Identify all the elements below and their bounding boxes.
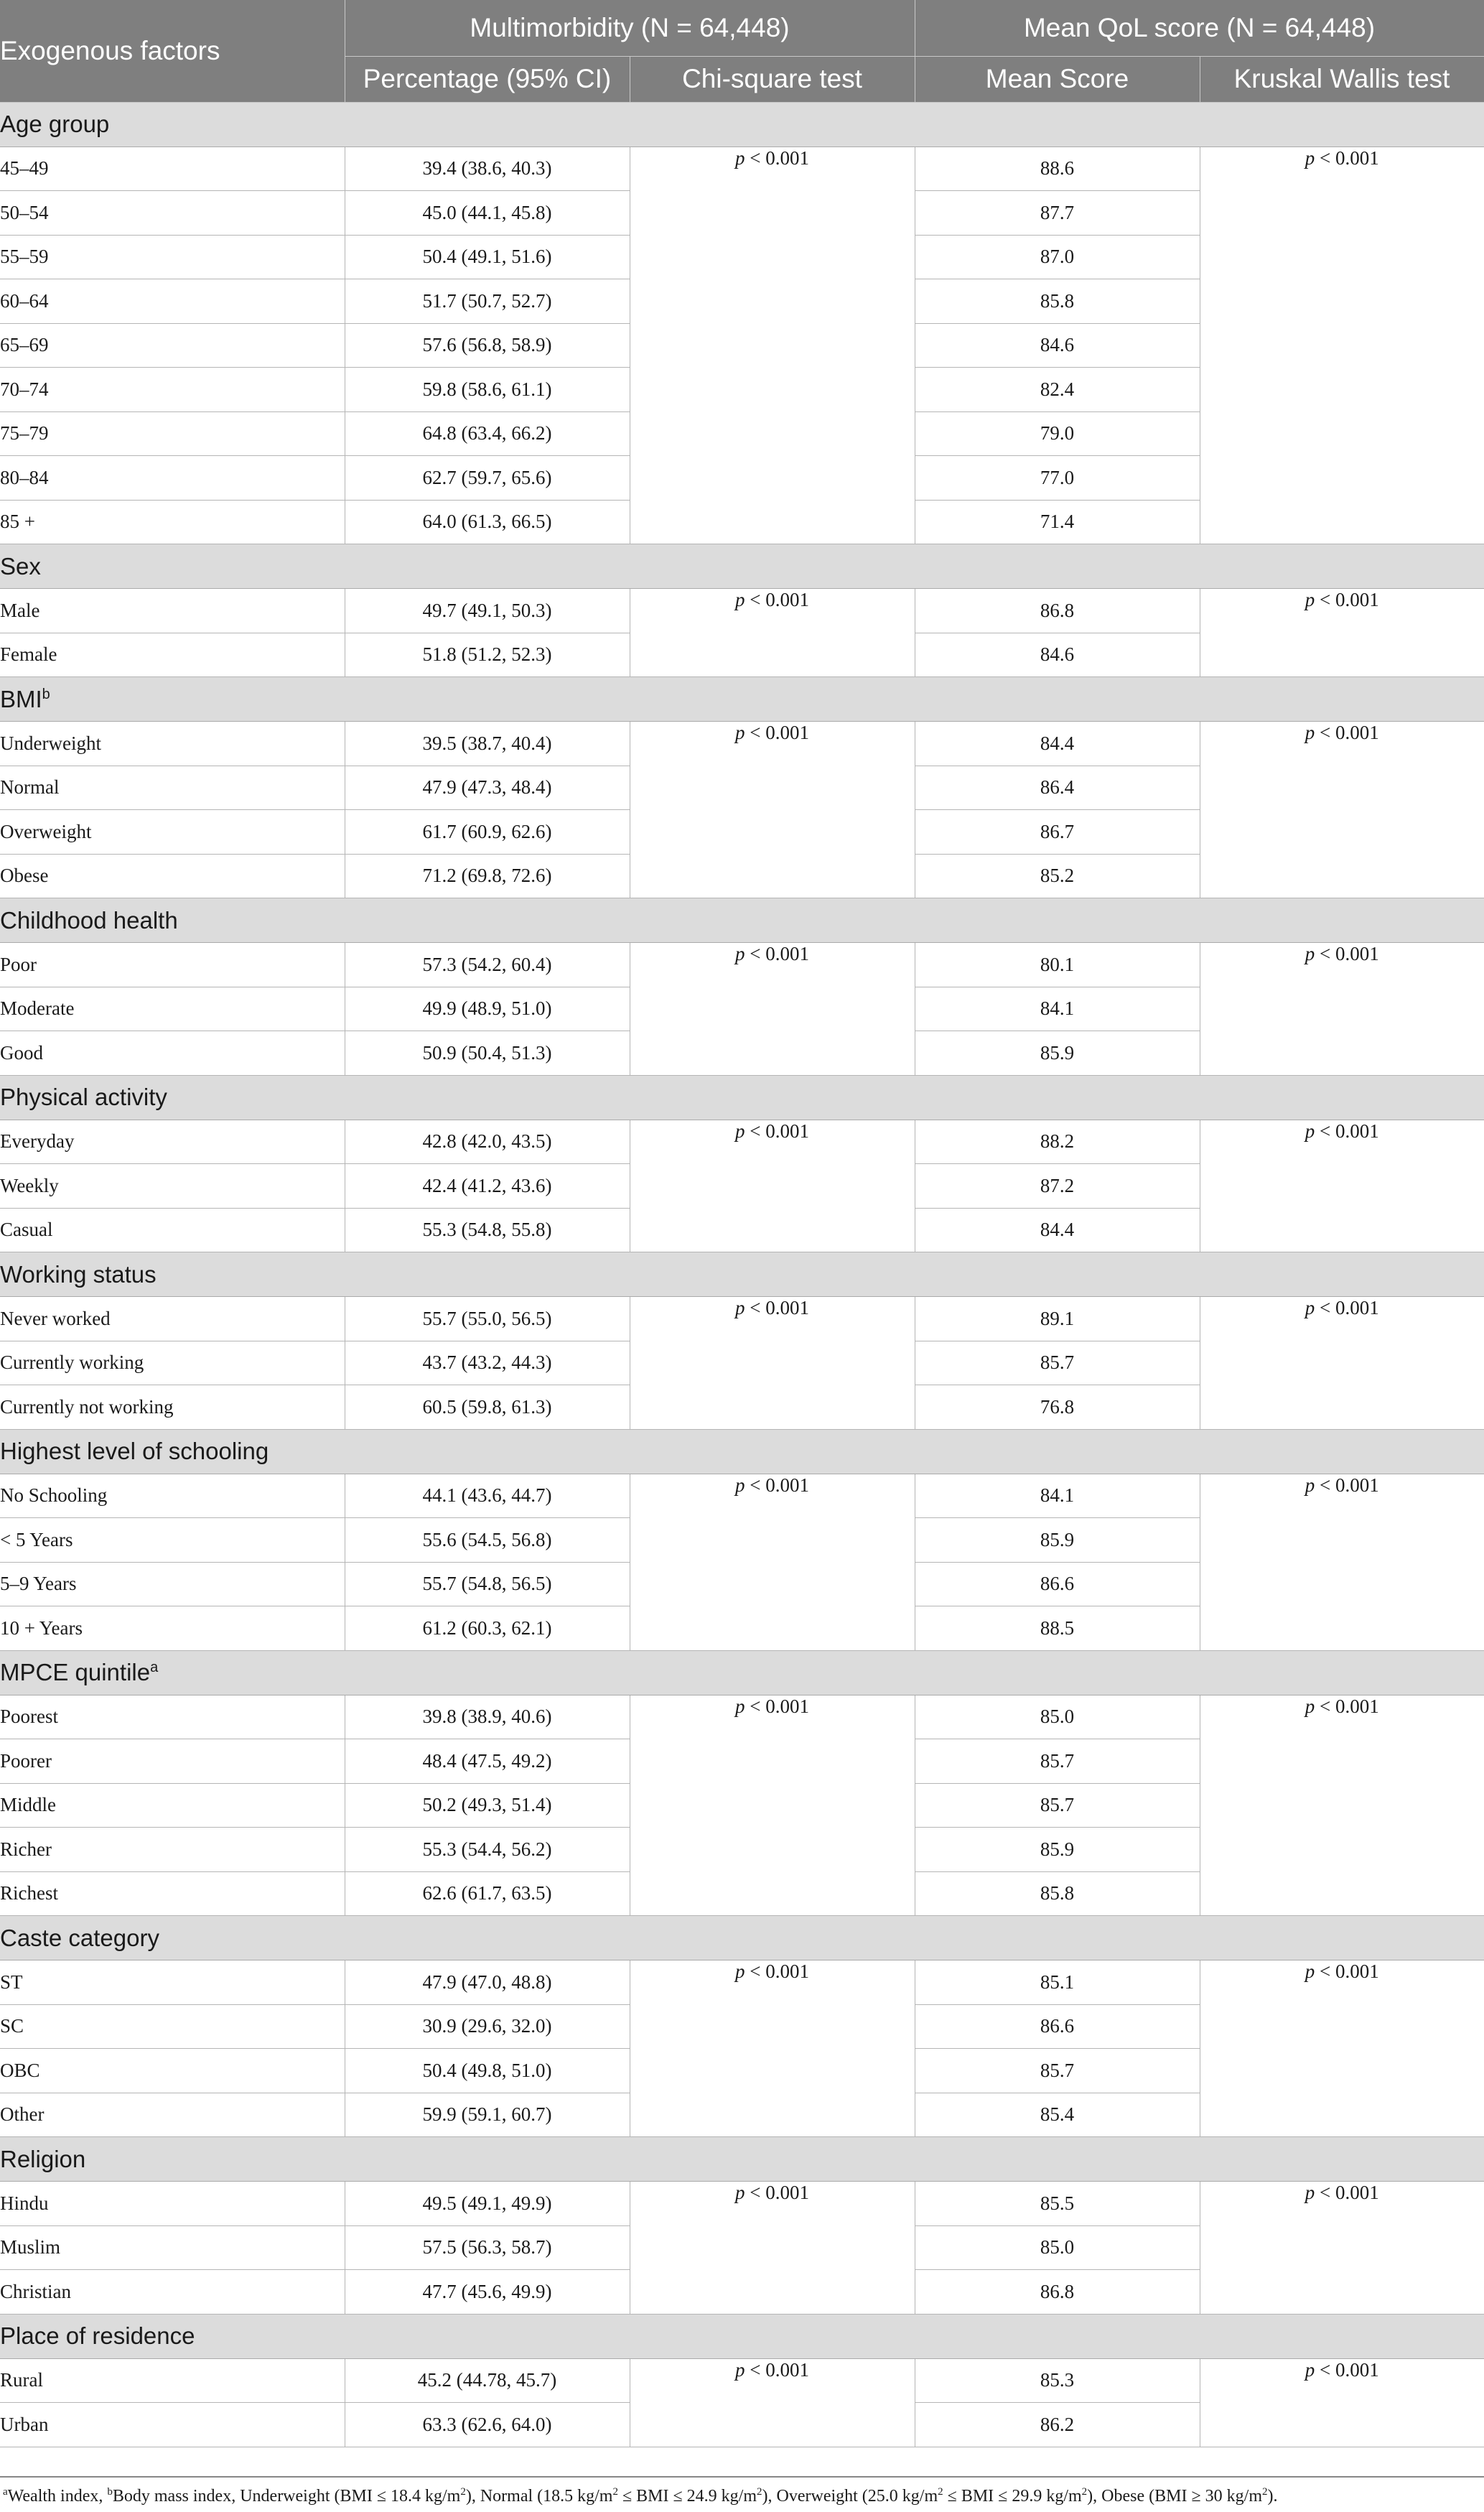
section-title — [0, 1075, 1484, 1120]
percentage-cell: 55.7 (55.0, 56.5) — [345, 1297, 630, 1341]
chi-square-cell: p < 0.001 — [630, 1297, 915, 1430]
kruskal-wallis-cell: p < 0.001 — [1200, 2358, 1484, 2447]
chi-square-cell: p < 0.001 — [630, 146, 915, 544]
row-label: Weekly — [0, 1164, 345, 1209]
section-title-text: Physical activity — [0, 1084, 167, 1110]
table-row — [0, 722, 1484, 766]
kruskal-wallis-cell: p < 0.001 — [1200, 1120, 1484, 1252]
percentage-cell: 71.2 (69.8, 72.6) — [345, 854, 630, 898]
mean-score-cell: 85.1 — [915, 1960, 1200, 2005]
percentage-cell: 42.8 (42.0, 43.5) — [345, 1120, 630, 1164]
header-chi-square: Chi-square test — [630, 56, 915, 102]
kruskal-wallis-cell: p < 0.001 — [1200, 722, 1484, 898]
section-header-row — [0, 544, 1484, 589]
row-label: 5–9 Years — [0, 1562, 345, 1606]
section-header-row — [0, 1429, 1484, 1474]
row-label: 10 + Years — [0, 1606, 345, 1651]
mean-score-cell: 85.9 — [915, 1828, 1200, 1872]
kruskal-wallis-cell: p < 0.001 — [1200, 1960, 1484, 2137]
row-label: Underweight — [0, 722, 345, 766]
row-label: Poor — [0, 943, 345, 987]
percentage-cell: 45.2 (44.78, 45.7) — [345, 2358, 630, 2403]
mean-score-cell: 85.8 — [915, 279, 1200, 324]
mean-score-cell: 85.8 — [915, 1871, 1200, 1916]
section-title-text: Place of residence — [0, 2322, 195, 2349]
table-row — [0, 2182, 1484, 2226]
row-label: Muslim — [0, 2225, 345, 2270]
footnote-text: ), Overweight (25.0 kg/m — [762, 2487, 938, 2506]
mean-score-cell: 76.8 — [915, 1385, 1200, 1430]
section-title — [0, 1916, 1484, 1960]
percentage-cell: 64.0 (61.3, 66.5) — [345, 500, 630, 544]
footnote-text: ). — [1267, 2487, 1278, 2506]
row-label: Currently not working — [0, 1385, 345, 1430]
percentage-cell: 59.8 (58.6, 61.1) — [345, 368, 630, 412]
chi-square-cell: p < 0.001 — [630, 943, 915, 1076]
section-title — [0, 102, 1484, 146]
footnote-text: ), Obese (BMI ≥ 30 kg/m — [1087, 2487, 1262, 2506]
footnote-sup: 2 — [612, 2486, 618, 2498]
percentage-cell: 55.3 (54.4, 56.2) — [345, 1828, 630, 1872]
section-header-row — [0, 1916, 1484, 1960]
percentage-cell: 50.4 (49.8, 51.0) — [345, 2049, 630, 2093]
percentage-cell: 42.4 (41.2, 43.6) — [345, 1164, 630, 1209]
header-mean-score: Mean Score — [915, 56, 1200, 102]
table-row — [0, 2358, 1484, 2403]
row-label: 80–84 — [0, 456, 345, 501]
footnote-sup: 2 — [1081, 2486, 1088, 2498]
mean-score-cell: 88.5 — [915, 1606, 1200, 1651]
footnote-text: Body mass index, Underweight (BMI ≤ 18.4 kg/m — [112, 2487, 461, 2506]
section-title — [0, 1252, 1484, 1297]
mean-score-cell: 85.7 — [915, 1783, 1200, 1828]
table-body — [0, 102, 1484, 2447]
row-label: Female — [0, 633, 345, 677]
row-label: Currently working — [0, 1341, 345, 1385]
percentage-cell: 44.1 (43.6, 44.7) — [345, 1474, 630, 1518]
chi-square-cell: p < 0.001 — [630, 1960, 915, 2137]
footnote-sup: 2 — [1261, 2486, 1268, 2498]
kruskal-wallis-cell: p < 0.001 — [1200, 1297, 1484, 1430]
percentage-cell: 61.7 (60.9, 62.6) — [345, 810, 630, 855]
row-label: Good — [0, 1031, 345, 1076]
percentage-cell: 55.7 (54.8, 56.5) — [345, 1562, 630, 1606]
row-label: Other — [0, 2093, 345, 2137]
percentage-cell: 48.4 (47.5, 49.2) — [345, 1739, 630, 1784]
table-row — [0, 1297, 1484, 1341]
mean-score-cell: 85.2 — [915, 854, 1200, 898]
kruskal-wallis-cell: p < 0.001 — [1200, 146, 1484, 544]
table-row — [0, 1474, 1484, 1518]
section-header-row — [0, 102, 1484, 146]
row-label: Never worked — [0, 1297, 345, 1341]
mean-score-cell: 88.6 — [915, 146, 1200, 191]
chi-square-cell: p < 0.001 — [630, 722, 915, 898]
percentage-cell: 39.8 (38.9, 40.6) — [345, 1695, 630, 1739]
section-title — [0, 544, 1484, 589]
mean-score-cell: 88.2 — [915, 1120, 1200, 1164]
mean-score-cell: 87.7 — [915, 191, 1200, 236]
row-label: Richer — [0, 1828, 345, 1872]
percentage-cell: 62.6 (61.7, 63.5) — [345, 1871, 630, 1916]
row-label: Normal — [0, 766, 345, 810]
header-multimorbidity: Multimorbidity (N = 64,448) — [345, 0, 915, 56]
row-label: Urban — [0, 2403, 345, 2447]
row-label: 85 + — [0, 500, 345, 544]
percentage-cell: 61.2 (60.3, 62.1) — [345, 1606, 630, 1651]
percentage-cell: 57.6 (56.8, 58.9) — [345, 323, 630, 368]
header-exogenous-factors: Exogenous factors — [0, 0, 345, 102]
row-label: Overweight — [0, 810, 345, 855]
section-title-text: BMI — [0, 685, 42, 712]
section-title — [0, 2137, 1484, 2182]
percentage-cell: 47.9 (47.3, 48.4) — [345, 766, 630, 810]
row-label: Moderate — [0, 987, 345, 1031]
percentage-cell: 50.9 (50.4, 51.3) — [345, 1031, 630, 1076]
percentage-cell: 62.7 (59.7, 65.6) — [345, 456, 630, 501]
section-title — [0, 2314, 1484, 2358]
footnote-sup: a — [3, 2486, 8, 2498]
section-header-row — [0, 2314, 1484, 2358]
mean-score-cell: 87.2 — [915, 1164, 1200, 1209]
section-header-row — [0, 1075, 1484, 1120]
header-percentage: Percentage (95% CI) — [345, 56, 630, 102]
row-label: Male — [0, 589, 345, 633]
section-title — [0, 1429, 1484, 1474]
section-title-sup: b — [42, 686, 50, 702]
mean-score-cell: 86.6 — [915, 2004, 1200, 2049]
row-label: OBC — [0, 2049, 345, 2093]
header-row-1 — [0, 0, 1484, 56]
footnote-text: ), Normal (18.5 kg/m — [465, 2487, 613, 2506]
mean-score-cell: 87.0 — [915, 235, 1200, 279]
percentage-cell: 39.5 (38.7, 40.4) — [345, 722, 630, 766]
table-row — [0, 146, 1484, 191]
mean-score-cell: 85.7 — [915, 1341, 1200, 1385]
mean-score-cell: 85.3 — [915, 2358, 1200, 2403]
row-label: Richest — [0, 1871, 345, 1916]
section-title-text: Childhood health — [0, 906, 178, 934]
mean-score-cell: 89.1 — [915, 1297, 1200, 1341]
mean-score-cell: 86.7 — [915, 810, 1200, 855]
mean-score-cell: 84.1 — [915, 1474, 1200, 1518]
section-title-text: Highest level of schooling — [0, 1438, 269, 1464]
section-header-row — [0, 677, 1484, 722]
percentage-cell: 57.5 (56.3, 58.7) — [345, 2225, 630, 2270]
row-label: Hindu — [0, 2182, 345, 2226]
section-title-text: Caste category — [0, 1924, 159, 1951]
mean-score-cell: 86.8 — [915, 589, 1200, 633]
percentage-cell: 51.7 (50.7, 52.7) — [345, 279, 630, 324]
percentage-cell: 49.5 (49.1, 49.9) — [345, 2182, 630, 2226]
percentage-cell: 49.9 (48.9, 51.0) — [345, 987, 630, 1031]
section-title — [0, 1650, 1484, 1695]
row-label: Christian — [0, 2270, 345, 2315]
percentage-cell: 39.4 (38.6, 40.3) — [345, 146, 630, 191]
mean-score-cell: 85.9 — [915, 1031, 1200, 1076]
percentage-cell: 60.5 (59.8, 61.3) — [345, 1385, 630, 1430]
section-title-text: Religion — [0, 2145, 86, 2172]
mean-score-cell: 85.9 — [915, 1518, 1200, 1563]
percentage-cell: 43.7 (43.2, 44.3) — [345, 1341, 630, 1385]
row-label: Poorer — [0, 1739, 345, 1784]
percentage-cell: 55.3 (54.8, 55.8) — [345, 1208, 630, 1252]
section-title-text: Sex — [0, 552, 41, 580]
mean-score-cell: 85.0 — [915, 1695, 1200, 1739]
row-label: 65–69 — [0, 323, 345, 368]
section-header-row — [0, 2137, 1484, 2182]
percentage-cell: 50.4 (49.1, 51.6) — [345, 235, 630, 279]
row-label: Poorest — [0, 1695, 345, 1739]
mean-score-cell: 85.4 — [915, 2093, 1200, 2137]
mean-score-cell: 71.4 — [915, 500, 1200, 544]
kruskal-wallis-cell: p < 0.001 — [1200, 589, 1484, 677]
chi-square-cell: p < 0.001 — [630, 2358, 915, 2447]
row-label: 75–79 — [0, 411, 345, 456]
mean-score-cell: 86.4 — [915, 766, 1200, 810]
header-mean-qol: Mean QoL score (N = 64,448) — [915, 0, 1484, 56]
footnote-text: Wealth index, — [7, 2487, 108, 2506]
table-row — [0, 1695, 1484, 1739]
kruskal-wallis-cell: p < 0.001 — [1200, 2182, 1484, 2315]
mean-score-cell: 84.1 — [915, 987, 1200, 1031]
section-title-text: Age group — [0, 111, 110, 137]
row-label: Casual — [0, 1208, 345, 1252]
mean-score-cell: 80.1 — [915, 943, 1200, 987]
footnote — [0, 2476, 1484, 2512]
footnote-sup: 2 — [938, 2486, 943, 2498]
mean-score-cell: 85.7 — [915, 1739, 1200, 1784]
footnote-sup: b — [107, 2486, 113, 2498]
mean-score-cell: 84.4 — [915, 722, 1200, 766]
row-label: 55–59 — [0, 235, 345, 279]
percentage-cell: 45.0 (44.1, 45.8) — [345, 191, 630, 236]
mean-score-cell: 86.6 — [915, 1562, 1200, 1606]
section-header-row — [0, 898, 1484, 943]
section-title — [0, 677, 1484, 722]
section-header-row — [0, 1650, 1484, 1695]
percentage-cell: 59.9 (59.1, 60.7) — [345, 2093, 630, 2137]
percentage-cell: 57.3 (54.2, 60.4) — [345, 943, 630, 987]
chi-square-cell: p < 0.001 — [630, 1120, 915, 1252]
row-label: No Schooling — [0, 1474, 345, 1518]
mean-score-cell: 86.2 — [915, 2403, 1200, 2447]
row-label: Obese — [0, 854, 345, 898]
mean-score-cell: 77.0 — [915, 456, 1200, 501]
footnote-text: ≤ BMI ≤ 24.9 kg/m — [617, 2487, 757, 2506]
percentage-cell: 47.9 (47.0, 48.8) — [345, 1960, 630, 2005]
percentage-cell: 55.6 (54.5, 56.8) — [345, 1518, 630, 1563]
percentage-cell: 49.7 (49.1, 50.3) — [345, 589, 630, 633]
footnote-sup: 2 — [757, 2486, 762, 2498]
row-label: 50–54 — [0, 191, 345, 236]
percentage-cell: 64.8 (63.4, 66.2) — [345, 411, 630, 456]
percentage-cell: 50.2 (49.3, 51.4) — [345, 1783, 630, 1828]
chi-square-cell: p < 0.001 — [630, 1695, 915, 1916]
row-label: Middle — [0, 1783, 345, 1828]
mean-score-cell: 84.6 — [915, 323, 1200, 368]
row-label: Rural — [0, 2358, 345, 2403]
table-row — [0, 943, 1484, 987]
section-title-sup: a — [150, 1660, 159, 1675]
percentage-cell: 47.7 (45.6, 49.9) — [345, 2270, 630, 2315]
mean-score-cell: 79.0 — [915, 411, 1200, 456]
section-title-text: MPCE quintile — [0, 1659, 151, 1685]
section-header-row — [0, 1252, 1484, 1297]
table-row — [0, 589, 1484, 633]
section-title — [0, 898, 1484, 943]
row-label: 60–64 — [0, 279, 345, 324]
mean-score-cell: 82.4 — [915, 368, 1200, 412]
mean-score-cell: 84.6 — [915, 633, 1200, 677]
mean-score-cell: 85.0 — [915, 2225, 1200, 2270]
mean-score-cell: 85.7 — [915, 2049, 1200, 2093]
header-kruskal-wallis: Kruskal Wallis test — [1200, 56, 1484, 102]
chi-square-cell: p < 0.001 — [630, 589, 915, 677]
kruskal-wallis-cell: p < 0.001 — [1200, 1695, 1484, 1916]
row-label: < 5 Years — [0, 1518, 345, 1563]
row-label: Everyday — [0, 1120, 345, 1164]
chi-square-cell: p < 0.001 — [630, 1474, 915, 1650]
chi-square-cell: p < 0.001 — [630, 2182, 915, 2315]
row-label: ST — [0, 1960, 345, 2005]
kruskal-wallis-cell: p < 0.001 — [1200, 1474, 1484, 1650]
percentage-cell: 30.9 (29.6, 32.0) — [345, 2004, 630, 2049]
row-label: 70–74 — [0, 368, 345, 412]
table-row — [0, 1960, 1484, 2005]
kruskal-wallis-cell: p < 0.001 — [1200, 943, 1484, 1076]
percentage-cell: 63.3 (62.6, 64.0) — [345, 2403, 630, 2447]
section-title-text: Working status — [0, 1260, 157, 1288]
row-label: 45–49 — [0, 146, 345, 191]
row-label: SC — [0, 2004, 345, 2049]
percentage-cell: 51.8 (51.2, 52.3) — [345, 633, 630, 677]
table-row — [0, 1120, 1484, 1164]
mean-score-cell: 85.5 — [915, 2182, 1200, 2226]
footnote-sup: 2 — [460, 2486, 466, 2498]
mean-score-cell: 86.8 — [915, 2270, 1200, 2315]
mean-score-cell: 84.4 — [915, 1208, 1200, 1252]
footnote-text: ≤ BMI ≤ 29.9 kg/m — [943, 2487, 1082, 2506]
